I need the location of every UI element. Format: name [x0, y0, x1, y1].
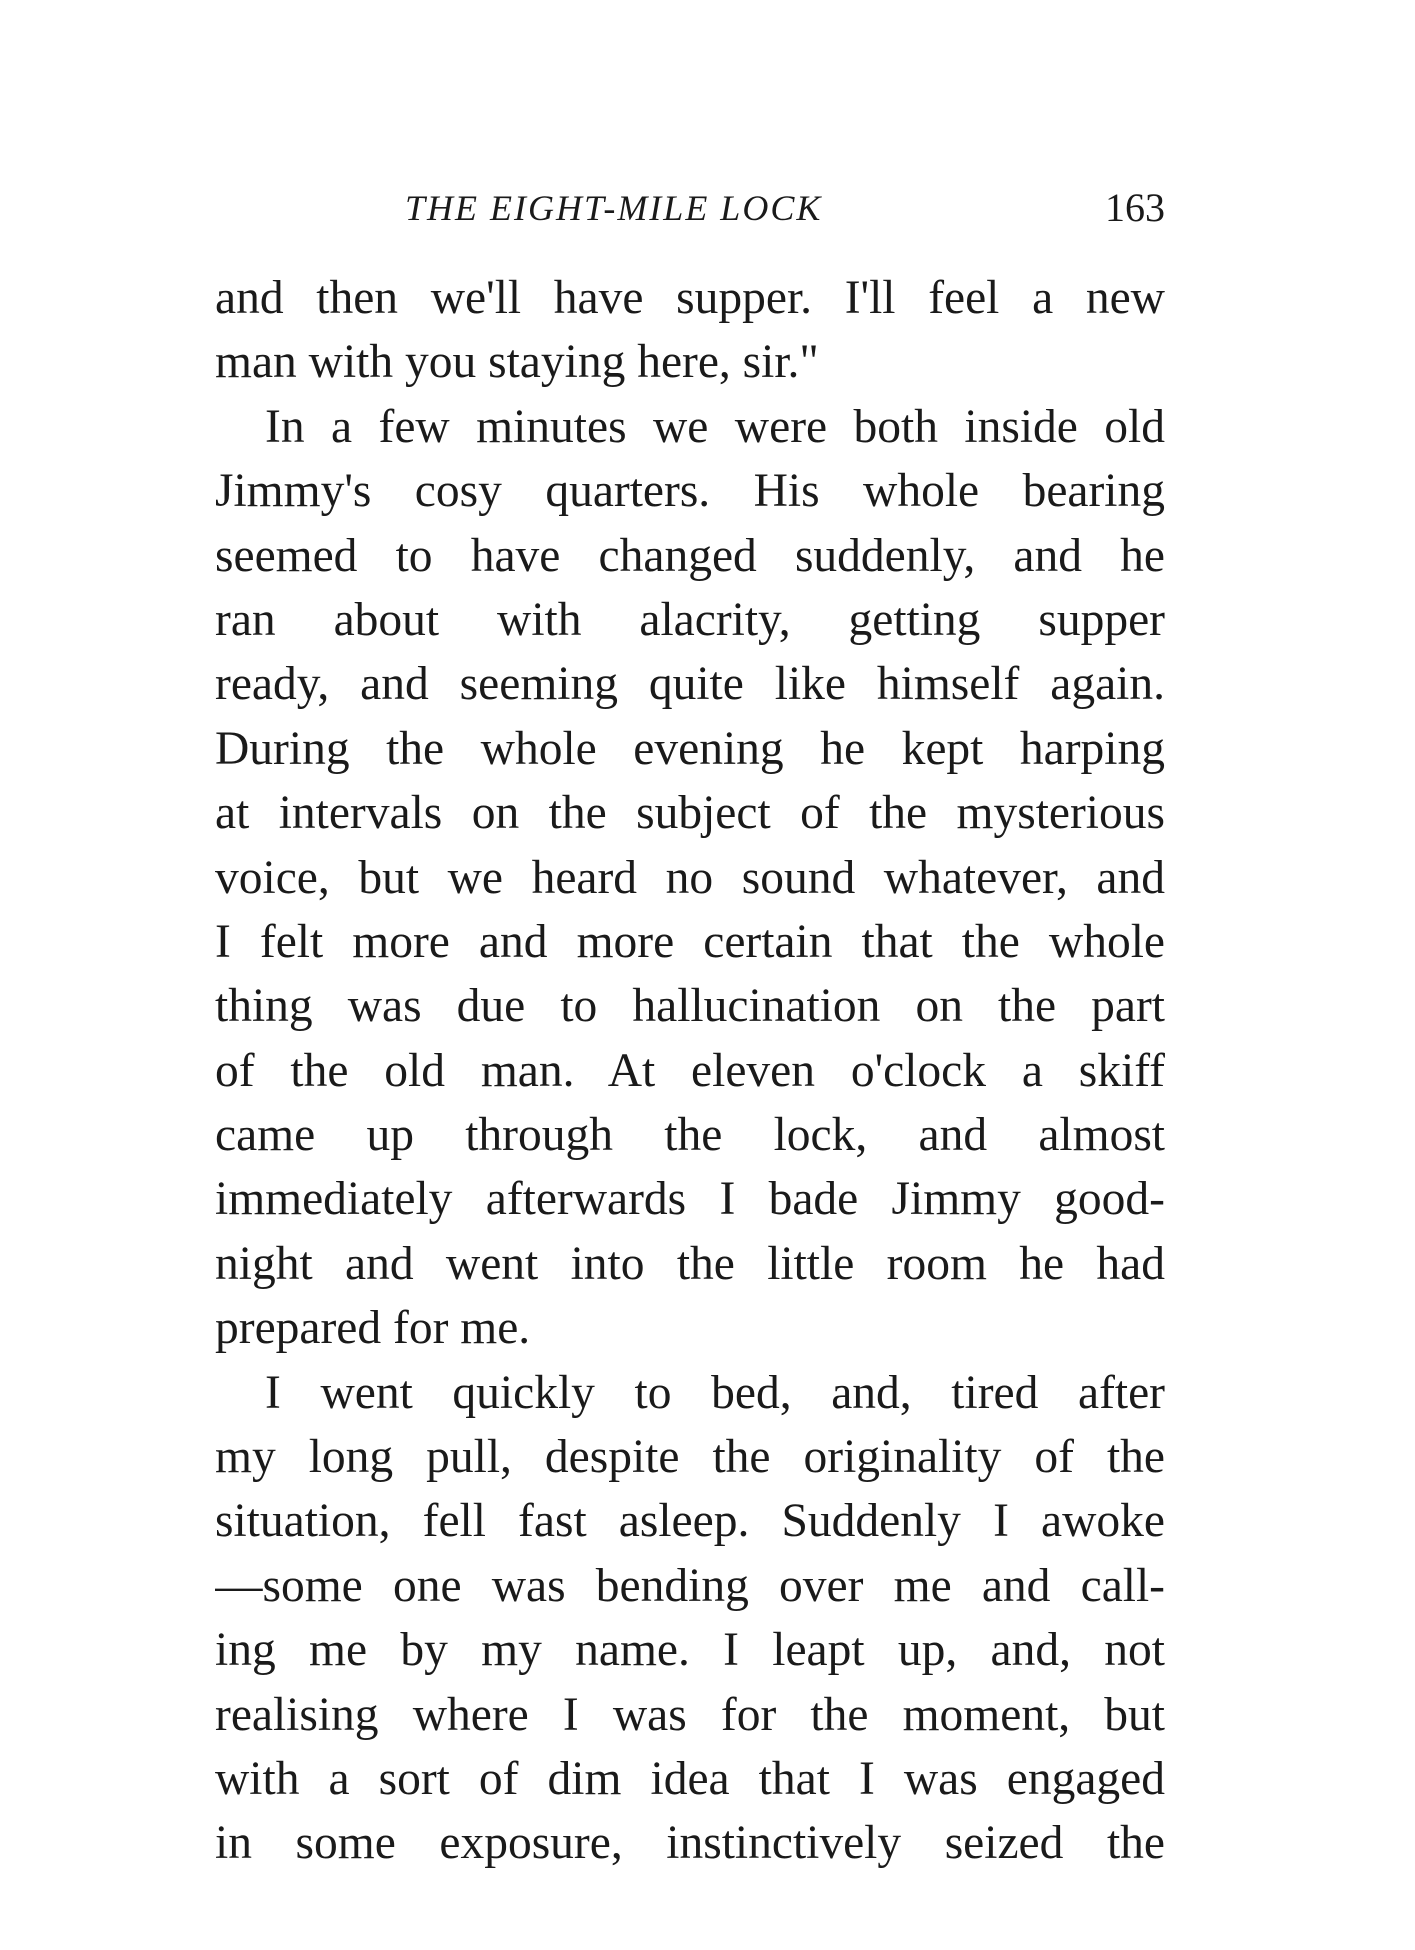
text-line: and then we'll have supper. I'll feel a new [215, 272, 1165, 324]
text-line: situation, fell fast asleep. Suddenly I awoke [215, 1495, 1165, 1548]
body-text [215, 266, 1165, 1876]
text-line: of the old man. At eleven o'clock a skiff [215, 1044, 1165, 1097]
text-line: ready, and seeming quite like himself again. [215, 658, 1165, 711]
text-line: ran about with alacrity, getting supper [215, 593, 1165, 646]
text-line: thing was due to hallucination on the part [215, 980, 1165, 1033]
text-line: Jimmy's cosy quarters. His whole bearing [215, 465, 1165, 518]
text-line: voice, but we heard no sound whatever, and [215, 851, 1165, 904]
running-head [215, 178, 1165, 238]
text-line: immediately afterwards I bade Jimmy good- [215, 1173, 1165, 1226]
text-line: in some exposure, instinctively seized the [215, 1817, 1165, 1870]
text-line: ing me by my name. I leapt up, and, not [215, 1624, 1165, 1677]
page-number: 163 [1105, 185, 1165, 230]
text-line: In a few minutes we were both inside old [265, 400, 1165, 453]
text-line: —some one was bending over me and call- [215, 1559, 1165, 1612]
text-line: realising where I was for the moment, but [215, 1688, 1165, 1741]
text-line: my long pull, despite the originality of the [215, 1431, 1165, 1484]
text-line: I went quickly to bed, and, tired after [265, 1366, 1165, 1419]
text-line: prepared for me. [215, 1302, 531, 1355]
text-line: seemed to have changed suddenly, and he [215, 529, 1165, 582]
text-line: During the whole evening he kept harping [215, 722, 1165, 775]
running-title: THE EIGHT-MILE LOCK [405, 188, 823, 228]
text-line: came up through the lock, and almost [215, 1109, 1165, 1162]
text-line: I felt more and more certain that the whole [215, 915, 1165, 968]
text-line: man with you staying here, sir." [215, 336, 819, 389]
text-line: with a sort of dim idea that I was engaged [215, 1752, 1165, 1805]
text-line: night and went into the little room he had [215, 1237, 1165, 1290]
text-line: at intervals on the subject of the mysterious [215, 787, 1165, 840]
